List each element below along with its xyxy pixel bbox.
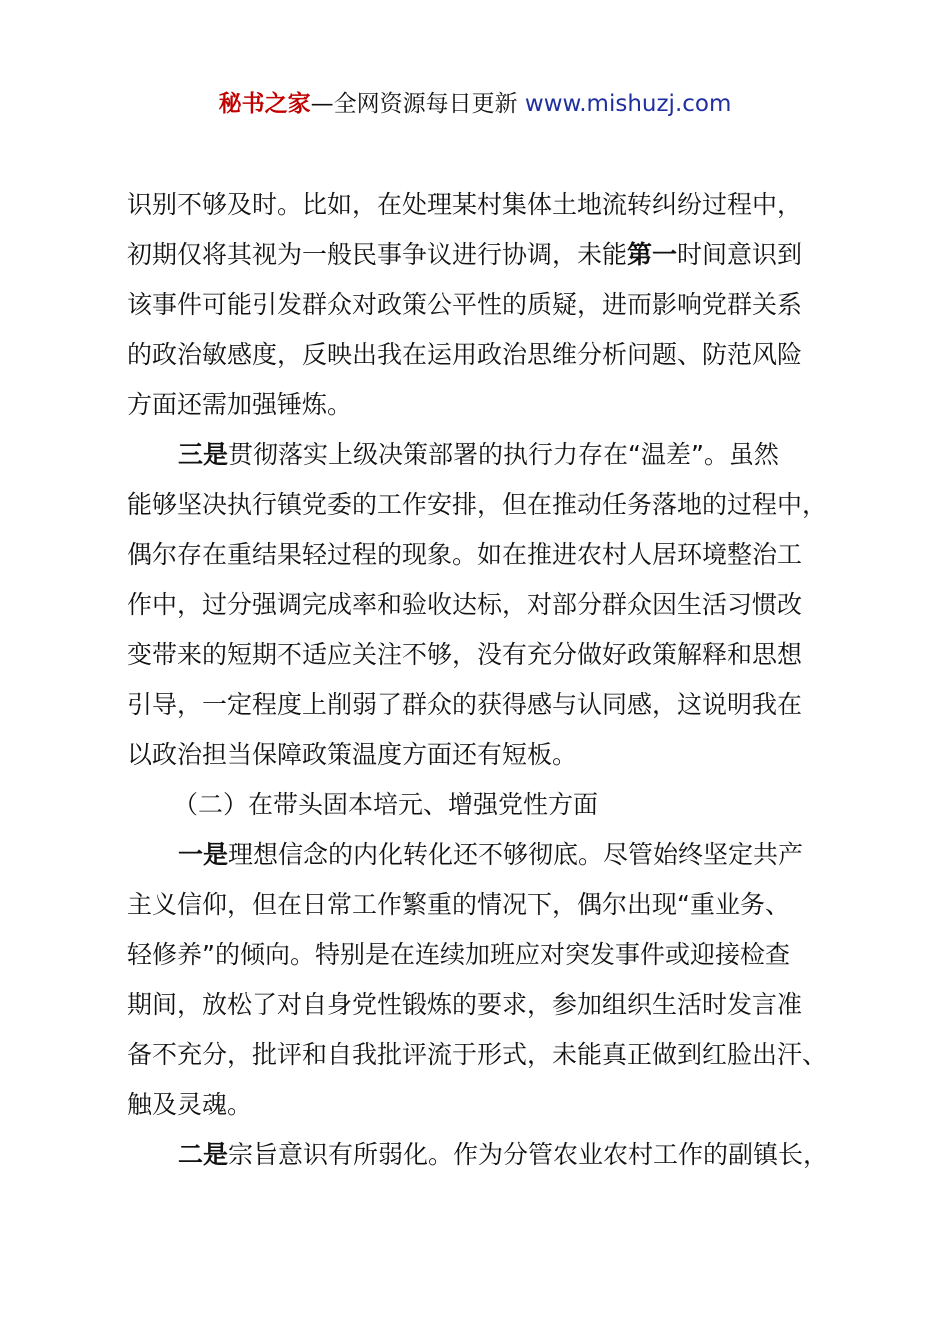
- site-brand: 秘书之家: [218, 91, 311, 117]
- bold-text: 第一: [627, 240, 678, 269]
- text-line: 识别不够及时。比如，在处理某村集体土地流转纠纷过程中，: [127, 190, 803, 219]
- text-line: 主义信仰，但在日常工作繁重的情况下，偶尔出现“重业务、: [127, 890, 790, 919]
- paragraph-lead: 三是: [178, 440, 229, 469]
- site-url-link[interactable]: www.mishuzj.com: [524, 91, 732, 117]
- text-line: 作中，过分强调完成率和验收达标，对部分群众因生活习惯改: [127, 590, 803, 619]
- document-body: [127, 180, 847, 1180]
- paragraph-3: [127, 830, 847, 1130]
- paragraph-1: [127, 180, 847, 430]
- text-run: 时间意识到: [677, 240, 803, 269]
- text-line: 轻修养”的倾向。特别是在连续加班应对突发事件或迎接检查: [127, 940, 790, 969]
- text-line: [127, 1130, 847, 1180]
- paragraph-4: [127, 1130, 847, 1180]
- text-run: 贯彻落实上级决策部署的执行力存在“温差”。虽然: [228, 440, 779, 469]
- paragraph-lead: 一是: [178, 840, 229, 869]
- text-line: 引导，一定程度上削弱了群众的获得感与认同感，这说明我在: [127, 690, 803, 719]
- text-line: 偶尔存在重结果轻过程的现象。如在推进农村人居环境整治工: [127, 540, 803, 569]
- text-line: 的政治敏感度，反映出我在运用政治思维分析问题、防范风险: [127, 340, 803, 369]
- text-line: 期间，放松了对自身党性锻炼的要求，参加组织生活时发言准: [127, 990, 803, 1019]
- text-line: 触及灵魂。: [127, 1090, 253, 1119]
- paragraph-lead: 二是: [178, 1140, 229, 1169]
- site-tagline: —全网资源每日更新: [310, 91, 518, 117]
- paragraph-2: [127, 430, 847, 780]
- text-run: 宗旨意识有所弱化。作为分管农业农村工作的副镇长，: [228, 1140, 829, 1169]
- text-line: [127, 230, 847, 280]
- text-line: 方面还需加强锤炼。: [127, 390, 353, 419]
- section-subheading: （二）在带头固本培元、增强党性方面: [173, 790, 599, 819]
- text-line: 能够坚决执行镇党委的工作安排，但在推动任务落地的过程中，: [127, 490, 828, 519]
- text-line: 变带来的短期不适应关注不够，没有充分做好政策解释和思想: [127, 640, 803, 669]
- text-line: [127, 830, 847, 880]
- page-header: [0, 86, 950, 122]
- text-line: 备不充分，批评和自我批评流于形式，未能真正做到红脸出汗、: [127, 1040, 828, 1069]
- text-line: 以政治担当保障政策温度方面还有短板。: [127, 740, 578, 769]
- text-line: [127, 430, 847, 480]
- text-run: 初期仅将其视为一般民事争议进行协调，未能: [127, 240, 628, 269]
- text-run: 理想信念的内化转化还不够彻底。尽管始终坚定共产: [228, 840, 804, 869]
- text-line: 该事件可能引发群众对政策公平性的质疑，进而影响党群关系: [127, 290, 803, 319]
